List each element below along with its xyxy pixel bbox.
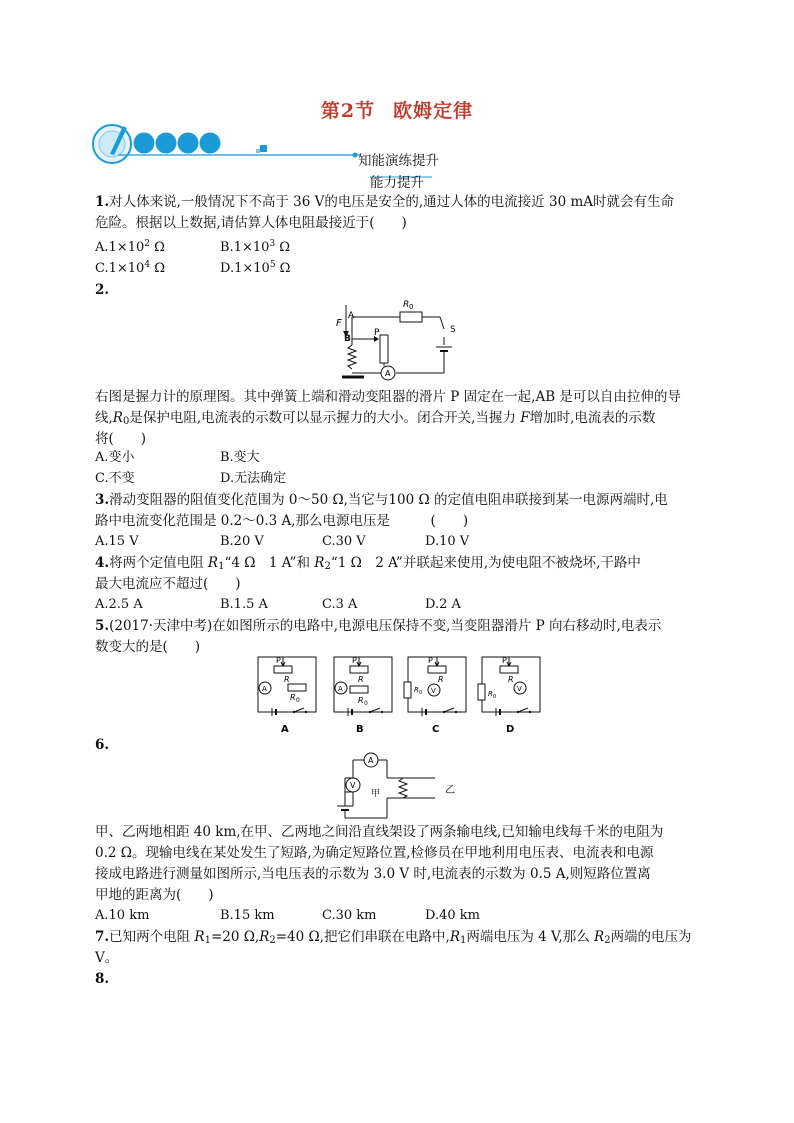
label-jia: 甲 [371, 789, 381, 799]
q4-option-b[interactable]: B.1.5 A [220, 597, 268, 612]
q3-line-2: 路中电流变化范围是 0.2～0.3 A,那么电源电压是 ( ) [95, 513, 469, 529]
q2-line-2: 线$,R_0$是保护电阻,电流表的示数可以显示握力的大小。闭合开关,当握力 F增加时,电流表的示数 [95, 410, 656, 427]
svg-text:A: A [262, 685, 267, 693]
q5-label-c: C [432, 724, 440, 735]
q2-option-a[interactable]: A.变小 [95, 450, 135, 465]
r0-resistor [400, 312, 422, 322]
q3-line-1: 3.滑动变阻器的阻值变化范围为 0～50 Ω,当它与100 Ω 的定值电阻串联接到某一电源两端时,电 [95, 492, 668, 508]
q8-number: 8. [95, 971, 110, 987]
svg-text:0: 0 [364, 700, 368, 707]
svg-text:R: R [414, 686, 419, 694]
banner-dot-2 [156, 133, 177, 154]
banner-square-icon [260, 145, 267, 152]
q5-figure-c [404, 656, 466, 735]
svg-text:V: V [517, 685, 522, 693]
banner-label: 知能演练提升 [358, 153, 439, 169]
q2-grip-meter-circuit [330, 295, 470, 385]
q7-line-2: V。 [95, 950, 119, 966]
q5-circuit-figures [250, 652, 550, 736]
label-s: S [450, 325, 456, 335]
svg-text:0: 0 [493, 694, 497, 700]
q1-option-c[interactable]: $C.1\times 10^4$ Ω [95, 260, 165, 276]
q6-short-circuit-figure [335, 748, 470, 820]
svg-text:P: P [502, 656, 507, 665]
svg-text:R: R [358, 675, 364, 684]
q4-line-1: 4.将两个定值电阻 $R_1“4$ Ω 1 A”和 $R_2“1$ Ω 2 A”并联起来使用,为使电阻不被烧坏,干路中 [95, 555, 641, 572]
svg-text:R: R [438, 675, 444, 684]
q6-option-c[interactable]: C.30 km [322, 908, 377, 923]
q6-option-b[interactable]: B.15 km [220, 908, 275, 923]
q6-line-2: 0.2 Ω。现输电线在某处发生了短路,为确定短路位置,检修员在甲地利用电压表、电流表和电源 [95, 845, 654, 861]
q4-line-2: 最大电流应不超过( ) [95, 576, 241, 592]
svg-text:R: R [290, 693, 296, 702]
label-a: A [348, 311, 355, 321]
svg-text:P: P [276, 656, 281, 665]
label-p: P [374, 328, 380, 338]
q5-figure-a [258, 656, 316, 735]
q6-option-d[interactable]: D.40 km [425, 908, 480, 923]
q4-option-a[interactable]: A.2.5 A [95, 597, 143, 612]
q2-option-b[interactable]: B.变大 [220, 450, 260, 465]
q5-line-1: 5.(2017·天津中考)在如图所示的电路中,电源电压保持不变,当变阻器滑片 P 向右移动时,电表示 [95, 618, 662, 634]
svg-text:A: A [368, 756, 374, 765]
short-circuit-resistor [399, 778, 407, 798]
q3-option-d[interactable]: D.10 V [425, 534, 470, 549]
q3-option-b[interactable]: B.20 V [220, 534, 264, 549]
q5-figure-b [334, 656, 392, 735]
q3-option-c[interactable]: C.30 V [322, 534, 366, 549]
q6-line-1: 甲、乙两地相距 40 km,在甲、乙两地之间沿直线架设了两条输电线,已知输电线每千米的电阻为 [95, 824, 664, 840]
q3-option-a[interactable]: A.15 V [95, 534, 139, 549]
q7-line-1: 7.已知两个电阻 $R_1=20$ $\Omega,R_2=40$ Ω,把它们串联在电路中$,R_1$两端电压为 4 V,那么 $R_2$两端的电压为 [95, 929, 692, 946]
q2-number: 2. [95, 282, 110, 298]
q5-figure-d [478, 656, 540, 735]
q1-option-d[interactable]: $D.1\times 10^5$ Ω [220, 260, 291, 276]
svg-text:V: V [431, 687, 436, 695]
q2-line-3: 将( ) [95, 431, 147, 447]
svg-text:P: P [428, 656, 433, 665]
svg-text:0: 0 [296, 697, 300, 704]
title-section: 第2节 [320, 100, 376, 122]
q2-line-1: 右图是握力计的原理图。其中弹簧上端和滑动变阻器的滑片 P 固定在一起,AB 是可以自由拉伸的导 [95, 389, 681, 405]
spring-icon [348, 345, 356, 369]
svg-text:R: R [488, 690, 493, 698]
subsection-label: 能力提升 [370, 175, 424, 191]
q5-label-a: A [281, 724, 289, 735]
svg-text:P: P [352, 656, 357, 665]
svg-text:0: 0 [409, 303, 414, 311]
q5-label-b: B [356, 724, 364, 735]
title-name: 欧姆定律 [393, 100, 474, 122]
svg-text:R: R [508, 675, 514, 684]
label-b: B [344, 334, 351, 344]
svg-text:A: A [385, 369, 391, 378]
banner-dot-3 [178, 133, 199, 154]
q4-option-d[interactable]: D.2 A [425, 597, 461, 612]
label-f: F [336, 318, 342, 329]
q6-option-a[interactable]: A.10 km [95, 908, 150, 923]
q1-line-2: 危险。根据以上数据,请估算人体电阻最接近于( ) [95, 215, 407, 231]
svg-text:R: R [358, 696, 364, 705]
q1-option-b[interactable]: $B.1\times 10^3$ Ω [220, 239, 291, 255]
q4-option-c[interactable]: C.3 A [322, 597, 358, 612]
banner-dot-4 [200, 133, 221, 154]
q1-option-a[interactable]: $A.1\times 10^2$ Ω [95, 239, 165, 255]
svg-text:0: 0 [419, 690, 423, 696]
q2-option-c[interactable]: C.不变 [95, 471, 135, 486]
q5-line-2: 数变大的是( ) [95, 639, 201, 655]
svg-text:V: V [350, 781, 356, 790]
q2-option-d[interactable]: D.无法确定 [220, 471, 287, 486]
banner-dot-1 [134, 133, 155, 154]
q1-line-1: 1.对人体来说,一般情况下不高于 36 V的电压是安全的,通过人体的电流接近 30 mA时就会有生命 [95, 194, 674, 210]
label-yi: 乙 [445, 785, 455, 796]
svg-text:R: R [403, 300, 410, 310]
q6-number: 6. [95, 737, 110, 753]
svg-text:R: R [284, 675, 290, 684]
rheostat [380, 335, 388, 363]
q6-line-4: 甲地的距离为( ) [95, 887, 214, 903]
q6-line-3: 接成电路进行测量如图所示,当电压表的示数为 3.0 V 时,电流表的示数为 0.5 A,则短路位置离 [95, 866, 651, 882]
q5-label-d: D [506, 724, 515, 735]
svg-text:A: A [338, 685, 343, 693]
